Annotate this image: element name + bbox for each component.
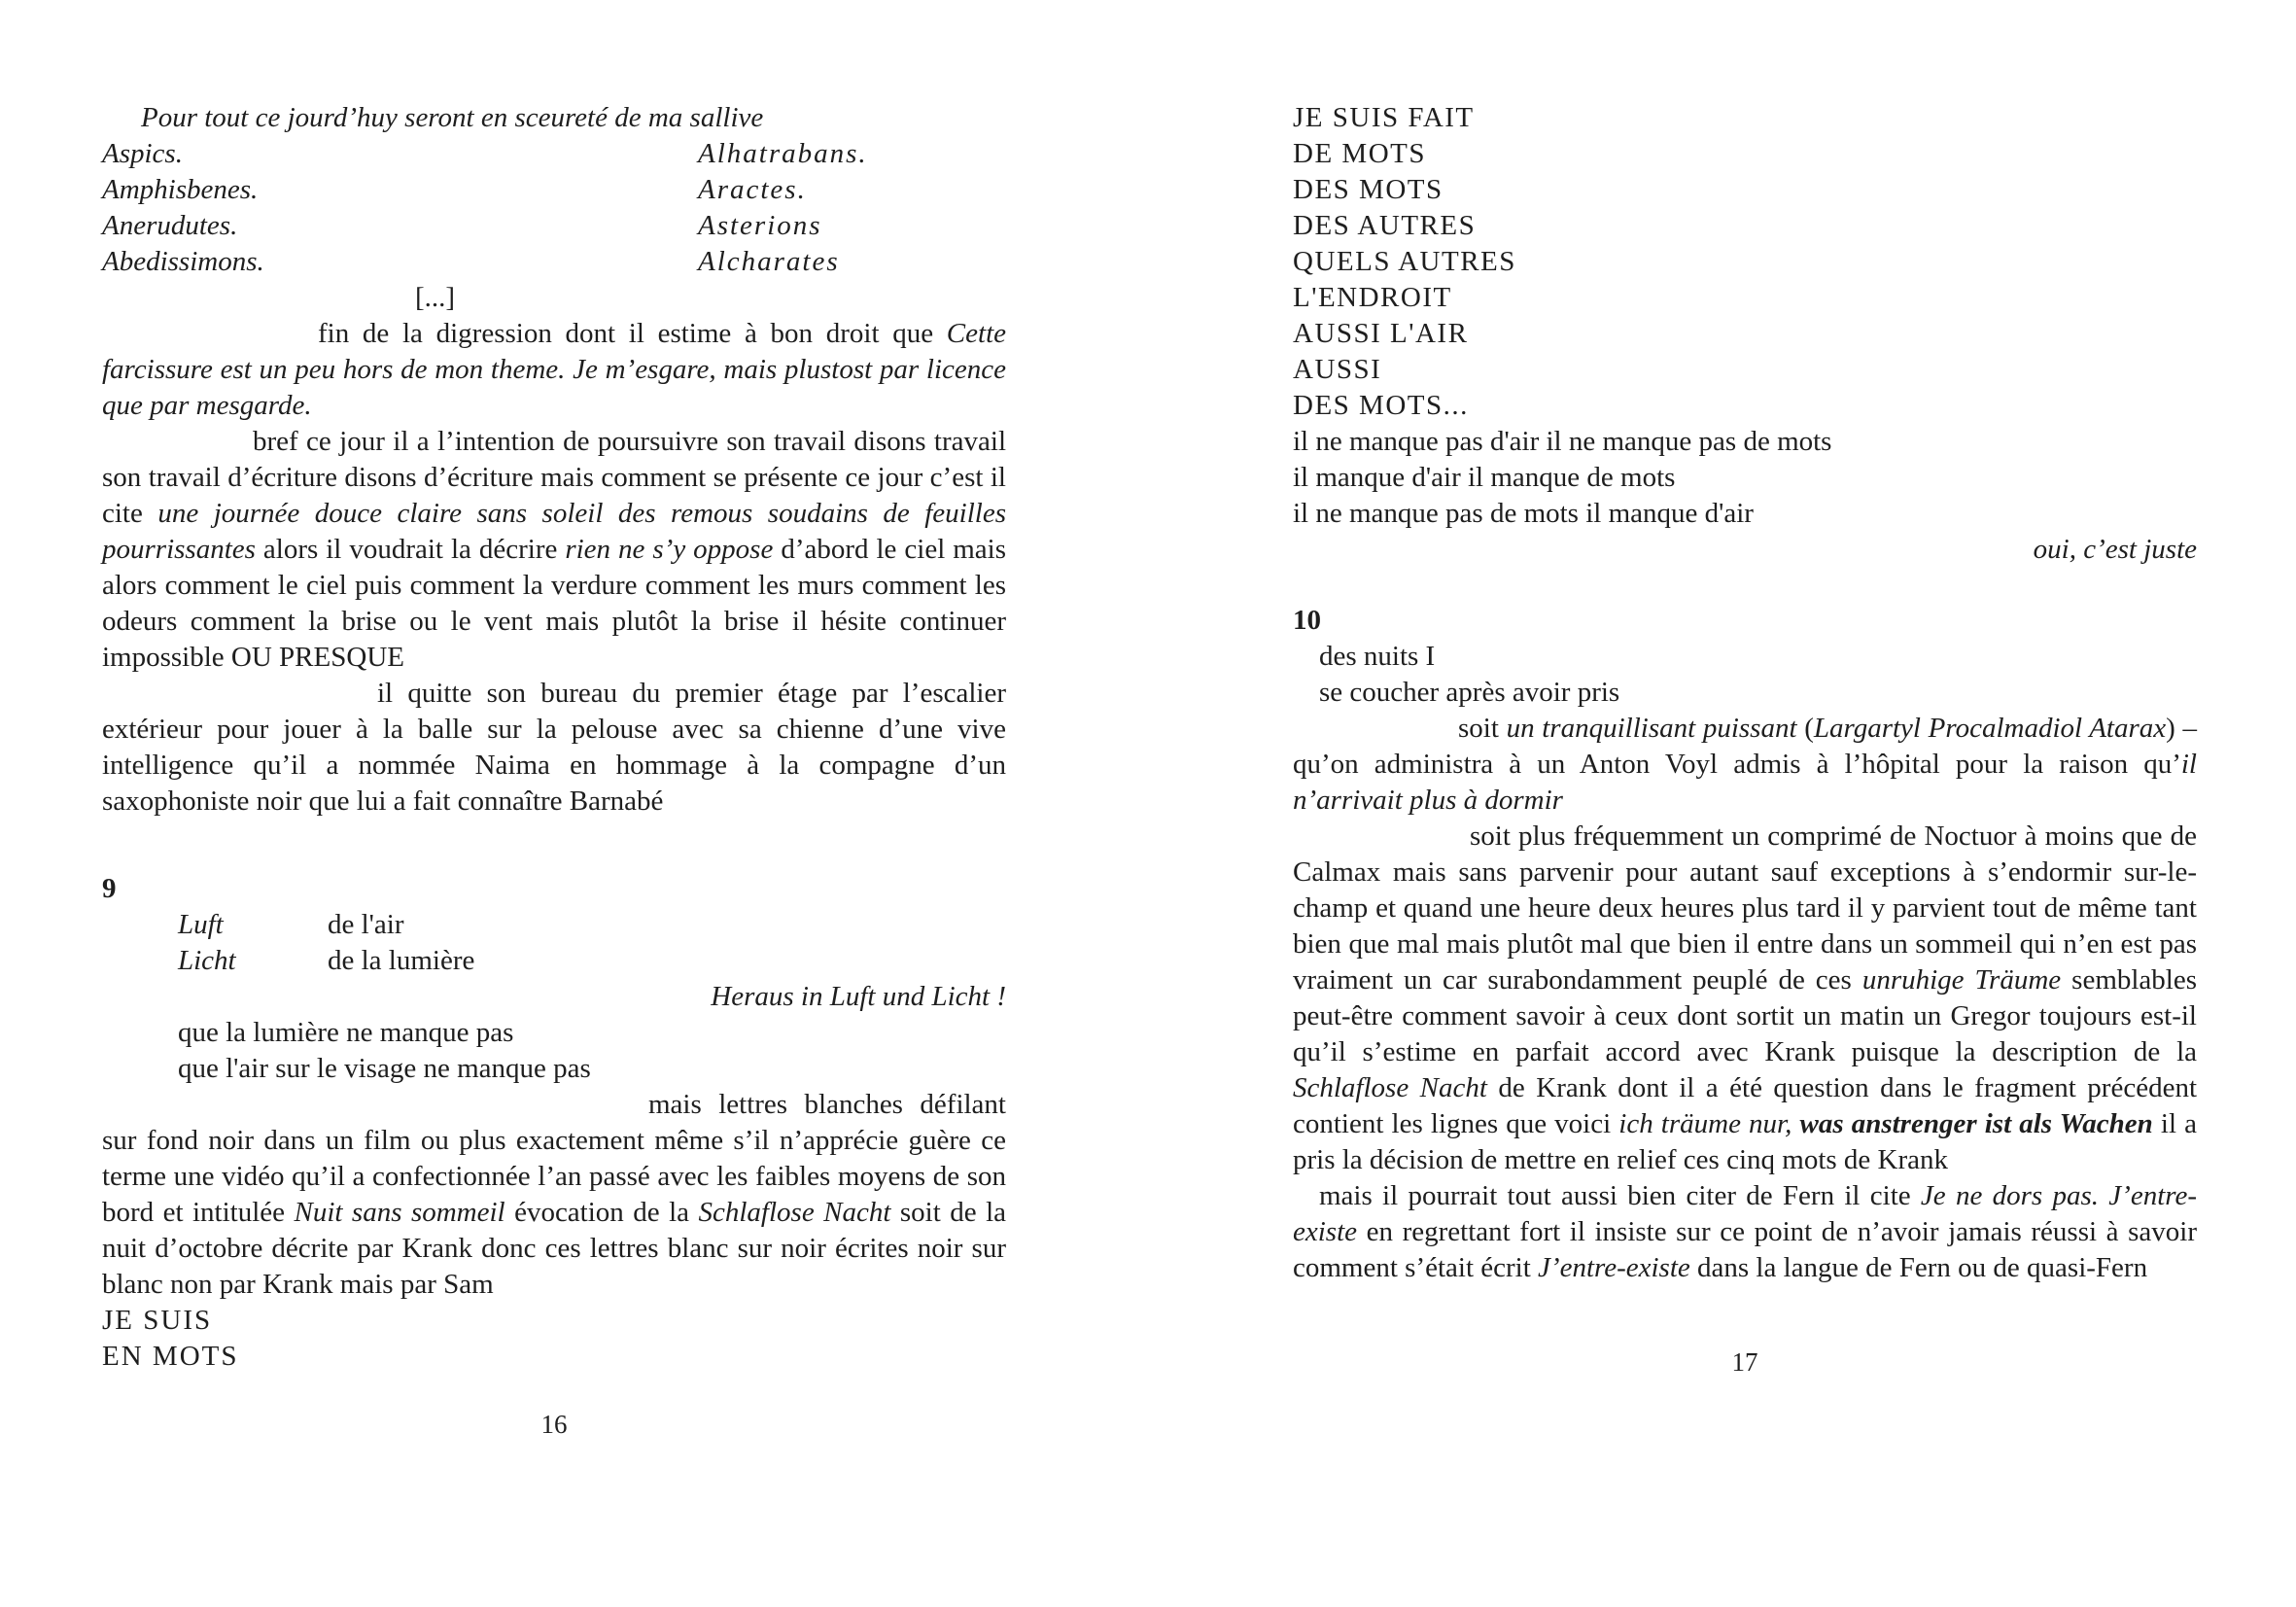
refrain-line: que l'air sur le visage ne manque pas	[178, 1053, 591, 1084]
glossary-table	[102, 907, 1006, 979]
caps-poem-line: JE SUIS	[102, 1305, 213, 1336]
paragraph-lettres: mais lettres blanches défilant sur fond noir dans un film ou plus exactement même s’il n’apprécie guère ce terme une vidéo qu’il a confectionnée l’an passé avec les faibles moyens de son bord et intitulée Nuit sans sommeil évocation de la Schlaflose Nacht soit de la nuit d’octobre décrite par Krank donc ces lettres blanc sur noir écrites noir sur blanc non par Krank mais par Sam	[102, 1089, 1006, 1300]
creature-list-col-left	[102, 136, 698, 280]
caps-poem-line: DE MOTS	[1293, 138, 1426, 169]
manque-line: il ne manque pas d'air il ne manque pas de mots	[1293, 426, 1832, 457]
creature-list	[102, 136, 1006, 280]
section-number-9: 9	[102, 873, 117, 904]
left-page	[102, 100, 1006, 1443]
caps-poem-line: EN MOTS	[102, 1341, 239, 1372]
section-number-10: 10	[1293, 605, 1321, 636]
manque-lines	[1293, 424, 2197, 532]
manque-line: il manque d'air il manque de mots	[1293, 462, 1676, 493]
caps-poem-line: AUSSI L'AIR	[1293, 318, 1469, 349]
epigraph-line: Pour tout ce jourd’huy seront en sceureté de ma sallive	[141, 102, 764, 133]
glossary-row	[102, 907, 1006, 943]
list-item: Abedissimons.	[102, 246, 264, 277]
glossary-row	[102, 943, 1006, 979]
caps-poem-line: DES MOTS...	[1293, 390, 1469, 421]
section-subtitle: des nuits I	[1319, 641, 1436, 672]
caps-poem-line: DES AUTRES	[1293, 210, 1477, 241]
list-item: Amphisbenes.	[102, 174, 259, 205]
caps-poem-line: DES MOTS	[1293, 174, 1444, 205]
paragraph-bref: bref ce jour il a l’intention de poursuivre son travail disons travail son travail d’écriture disons d’écriture mais comment se présente ce jour c’est il cite une journée douce claire sans soleil des remous soudains de feuilles pourrissantes alors il voudrait la décrire rien ne s’y oppose d’abord le ciel mais alors comment le ciel puis comment la verdure comment les murs comment les odeurs comment la brise ou le vent mais plutôt la brise il hésite continuer impossible OU PRESQUE	[102, 426, 1007, 673]
glossary-term: Licht	[178, 945, 236, 976]
list-item: Alhatrabans.	[698, 138, 868, 169]
right-page	[1293, 100, 2197, 1380]
paragraph-noctuor: soit plus fréquemment un comprimé de Noctuor à moins que de Calmax mais sans parvenir pour autant sauf exceptions à s’endormir sur-le-champ et quand une heure deux heures plus tard il y parvient tout de même tant bien que mal mais plutôt mal que bien il entre dans un sommeil qui n’en est pas vraiment un car surabondamment peuplé de ces unruhige Träume semblables peut-être comment savoir à ceux dont sortit un matin un Gregor toujours est-il qu’il s’estime en parfait accord avec Krank puisque la description de la Schlaflose Nacht de Krank dont il a été question dans le fragment précédent contient les lignes que voici ich träume nur, was anstrenger ist als Wachen il a pris la décision de mettre en relief ces cinq mots de Krank	[1293, 821, 2198, 1175]
creature-list-col-right	[698, 136, 868, 280]
heraus-line: Heraus in Luft und Licht !	[711, 981, 1006, 1012]
paragraph-tranquillisant: soit un tranquillisant puissant (Largartyl Procalmadiol Atarax) – qu’on administra à un Anton Voyl admis à l’hôpital pour la raison qu’il n’arrivait plus à dormir	[1293, 713, 2197, 816]
page-number-right: 17	[1731, 1347, 1758, 1377]
list-item: Alcharates	[698, 246, 840, 277]
oui-line: oui, c’est juste	[2033, 534, 2197, 565]
page-number-left: 16	[540, 1410, 568, 1439]
caps-poem-line: L'ENDROIT	[1293, 282, 1452, 313]
caps-poem-line: QUELS AUTRES	[1293, 246, 1516, 277]
paragraph-quitte: il quitte son bureau du premier étage par l’escalier extérieur pour jouer à la balle sur la pelouse avec sa chienne d’une vive intelligence qu’il a nommée Naima en hommage à la compagne d’un saxophoniste noir que lui a fait connaître Barnabé	[102, 678, 1006, 817]
caps-poem-right	[1293, 100, 2197, 424]
list-item: Aractes.	[698, 174, 807, 205]
paragraph-digression: fin de la digression dont il estime à bon droit que Cette farcissure est un peu hors de mon theme. Je m’esgare, mais plustost par licence que par mesgarde.	[102, 318, 1006, 421]
manque-line: il ne manque pas de mots il manque d'air	[1293, 498, 1754, 529]
list-item: Asterions	[698, 210, 822, 241]
caps-poem-left	[102, 1303, 1006, 1375]
caps-poem-line: AUSSI	[1293, 354, 1382, 385]
ellipsis-mark: [...]	[415, 282, 456, 313]
list-item: Aspics.	[102, 138, 183, 169]
glossary-definition: de la lumière	[328, 945, 475, 976]
paragraph-fern: mais il pourrait tout aussi bien citer de Fern il cite Je ne dors pas. J’entre-existe en regrettant fort il insiste sur ce point de n’avoir jamais réussi à savoir comment s’était écrit J’entre-existe dans la langue de Fern ou de quasi-Fern	[1293, 1180, 2197, 1283]
glossary-definition: de l'air	[328, 909, 404, 940]
glossary-term: Luft	[178, 909, 224, 940]
list-item: Anerudutes.	[102, 210, 238, 241]
coucher-line: se coucher après avoir pris	[1319, 677, 1620, 708]
caps-poem-line: JE SUIS FAIT	[1293, 102, 1475, 133]
refrain-line: que la lumière ne manque pas	[178, 1017, 514, 1048]
